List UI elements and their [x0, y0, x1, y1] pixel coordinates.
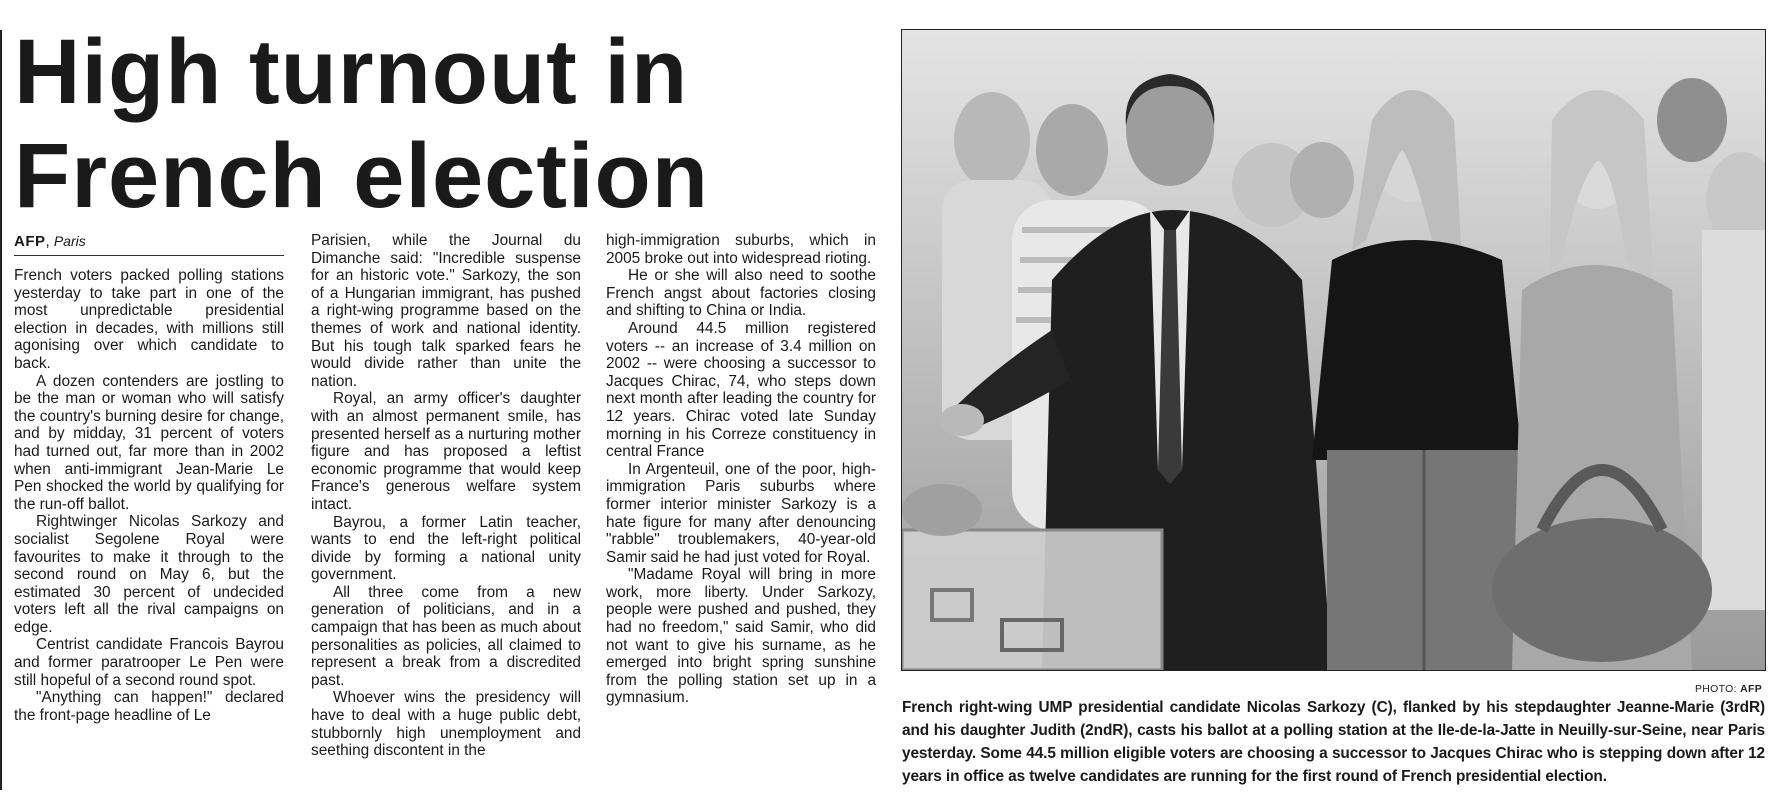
column1-paragraph: "Anything can happen!" declared the front-page headline of Le: [14, 689, 284, 724]
column1-paragraph: French voters packed polling stations yesterday to take part in one of the most unpredictable presidential election in decades, with millions still agonising over which candidate to back.: [14, 267, 284, 372]
column3-paragraph: "Madame Royal will bring in more work, more liberty. Under Sarkozy, people were pushed and pushed, they had no freedom," said Samir, who did not want to give his surname, as he emerged into bright spring sunshine from the polling station set up in a gymnasium.: [606, 566, 876, 707]
byline-place: Paris: [53, 233, 86, 249]
left-column-rule: [0, 30, 2, 790]
byline: [14, 233, 284, 256]
column3-paragraph: Around 44.5 million registered voters -- an increase of 3.4 million on 2002 -- were choosing a successor to Jacques Chirac, 74, who steps down next month after leading the country for 12 years. Chirac voted late Sunday morning in his Correze constituency in central France: [606, 319, 876, 461]
column3-paragraph: high-immigration suburbs, which in 2005 broke out into widespread rioting.: [606, 232, 876, 267]
column3-paragraph: He or she will also need to soothe French angst about factories closing and shifting to China or India.: [606, 267, 876, 320]
column2-paragraph: Parisien, while the Journal du Dimanche said: "Incredible suspense for an historic vote." Sarkozy, the son of a Hungarian immigrant, has pushed a right-wing programme based on the themes of work and national identity. But his tough talk sparked fears he would divide rather than unite the nation.: [311, 232, 581, 390]
byline-separator: ,: [45, 233, 50, 250]
article-column-1: [14, 267, 284, 724]
photo-caption: French right-wing UMP presidential candidate Nicolas Sarkozy (C), flanked by his stepdaughter Jeanne-Marie (3rdR) and his daughter Judith (2ndR), casts his ballot at a polling station at the Ile-de-la-Jatte in Neuilly-sur-Seine, near Paris yesterday. Some 44.5 million eligible voters are choosing a successor to Jacques Chirac who is stepping down after 12 years in office as twelve candidates are running for the first round of French presidential election.: [902, 699, 1765, 785]
column1-paragraph: Rightwinger Nicolas Sarkozy and socialist Segolene Royal were favourites to make it through to the second round on May 6, but the estimated 30 percent of undecided voters left all the rival campaigns on edge.: [14, 513, 284, 636]
column2-paragraph: Royal, an army officer's daughter with an almost permanent smile, has presented herself as a nurturing mother figure and has proposed a leftist economic programme that would keep France's generous welfare system intact.: [311, 390, 581, 513]
column1-paragraph: Centrist candidate Francois Bayrou and former paratrooper Le Pen were still hopeful of a second round spot.: [14, 636, 284, 689]
column2-paragraph: Whoever wins the presidency will have to deal with a huge public debt, stubbornly high unemployment and seething discontent in the: [311, 689, 581, 760]
photo-credit-agency: AFP: [1740, 683, 1762, 695]
byline-agency: AFP: [14, 233, 46, 250]
column2-paragraph: Bayrou, a former Latin teacher, wants to end the left-right political divide by forming a national unity government.: [311, 513, 581, 584]
news-photo: [901, 29, 1766, 671]
column3-paragraph: In Argenteuil, one of the poor, high-immigration Paris suburbs where former interior minister Sarkozy is a hate figure for many after denouncing "rabble" troublemakers, 40-year-old Samir said he had just voted for Royal.: [606, 460, 876, 566]
column1-paragraph: A dozen contenders are jostling to be the man or woman who will satisfy the country's burning desire for change, and by midday, 31 percent of voters had turned out, far more than in 2002 when anti-immigrant Jean-Marie Le Pen shocked the world by qualifying for the run-off ballot.: [14, 372, 284, 513]
article-column-3: [606, 232, 876, 707]
headline-line-2: French election: [14, 125, 709, 227]
news-photo-illustration: [902, 30, 1765, 670]
column2-paragraph: All three come from a new generation of politicians, and in a campaign that has been as much about personalities as policies, all claimed to represent a break from a discredited past.: [311, 583, 581, 689]
photo-credit-prefix: PHOTO:: [1695, 683, 1741, 695]
headline: [14, 20, 874, 228]
headline-line-1: High turnout in: [14, 21, 689, 123]
article-column-2: [311, 232, 581, 760]
photo-credit: [1695, 683, 1762, 695]
